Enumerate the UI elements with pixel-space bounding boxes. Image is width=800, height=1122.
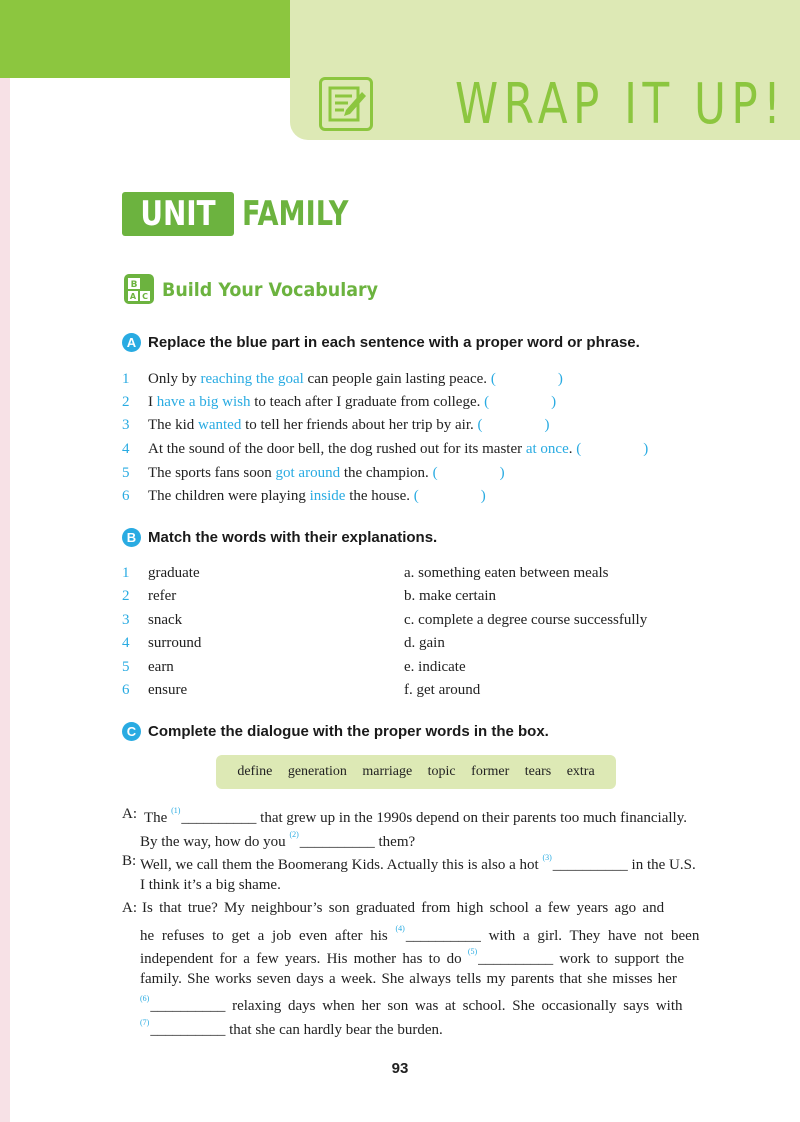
pencil-note-icon bbox=[319, 77, 373, 131]
match-word: earn bbox=[148, 659, 174, 675]
sentence-item: The kid wanted to tell her friends about her trip by air. ( ) bbox=[148, 417, 550, 433]
item-number: 6 bbox=[122, 682, 130, 698]
item-number: 5 bbox=[122, 659, 130, 675]
sentence-item: The children were playing inside the house. ( ) bbox=[148, 488, 486, 504]
match-word: snack bbox=[148, 612, 183, 628]
match-word: ensure bbox=[148, 682, 188, 698]
dialogue-line: independent for a few years. His mother has to do $^{(5)}$__________ work to support the bbox=[140, 947, 684, 967]
match-explanation: c. complete a degree course successfully bbox=[404, 612, 648, 628]
match-explanation: a. something eaten between meals bbox=[404, 565, 609, 581]
box-word: topic bbox=[427, 764, 456, 779]
dialogue-line: family. She works seven days a week. She always tells my parents that she misses her bbox=[140, 971, 677, 987]
dialogue-line: he refuses to get a job even after his $^{(4)}$__________ with a girl. They have not been bbox=[140, 924, 700, 944]
item-number: 1 bbox=[122, 565, 130, 581]
sentence-item: The sports fans soon got around the champion. ( ) bbox=[148, 465, 505, 481]
section-c-instruction: Complete the dialogue with the proper words in the box. bbox=[148, 723, 549, 740]
item-number: 2 bbox=[122, 588, 130, 604]
speaker-label: A: bbox=[122, 900, 137, 916]
speaker-label: B: bbox=[122, 853, 137, 869]
item-number: 2 bbox=[122, 394, 130, 410]
top-green-band bbox=[0, 0, 292, 78]
dialogue-line: The $^{(1)}$__________ that grew up in the 1990s depend on their parents too much financially. bbox=[144, 806, 687, 826]
match-explanation: f. get around bbox=[404, 682, 481, 698]
item-number: 6 bbox=[122, 488, 130, 504]
dialogue-line: $^{(7)}$__________ that she can hardly bear the burden. bbox=[140, 1018, 443, 1038]
svg-text:C: C bbox=[142, 292, 148, 301]
dialogue-line: I think it’s a big shame. bbox=[140, 877, 281, 893]
sentence-item: Only by reaching the goal can people gain lasting peace. ( ) bbox=[148, 371, 563, 387]
box-word: marriage bbox=[362, 764, 413, 779]
box-word: extra bbox=[566, 764, 595, 779]
left-margin-strip bbox=[0, 78, 10, 1122]
box-word: generation bbox=[287, 764, 347, 779]
match-explanation: b. make certain bbox=[404, 588, 497, 604]
section-a-instruction: Replace the blue part in each sentence with a proper word or phrase. bbox=[148, 334, 640, 351]
vocabulary-heading: Build Your Vocabulary bbox=[162, 279, 379, 301]
match-word: graduate bbox=[148, 565, 200, 581]
item-number: 3 bbox=[122, 612, 130, 628]
dialogue-line: By the way, how do you $^{(2)}$__________ them? bbox=[140, 830, 416, 850]
page-number: 93 bbox=[391, 1060, 409, 1077]
unit-badge: UNIT 1 bbox=[122, 192, 234, 236]
svg-text:A: A bbox=[129, 292, 137, 301]
word-box bbox=[216, 755, 616, 789]
box-word: former bbox=[471, 764, 510, 779]
item-number: 3 bbox=[122, 417, 130, 433]
section-b-instruction: Match the words with their explanations. bbox=[148, 529, 438, 546]
match-word: refer bbox=[148, 588, 177, 604]
item-number: 4 bbox=[122, 441, 130, 457]
abc-blocks-icon bbox=[122, 272, 156, 311]
dialogue-line: $^{(6)}$__________ relaxing days when her son was at school. She occasionally says with bbox=[140, 994, 683, 1014]
page-title: WRAP IT UP! bbox=[455, 72, 787, 137]
section-a-badge: A bbox=[122, 333, 141, 352]
sentence-item: I have a big wish to teach after I graduate from college. ( ) bbox=[148, 394, 557, 410]
sentence-item: At the sound of the door bell, the dog rushed out for its master at once. ( ) bbox=[148, 441, 649, 457]
box-word: define bbox=[237, 764, 273, 779]
match-explanation: d. gain bbox=[404, 635, 445, 651]
item-number: 1 bbox=[122, 371, 130, 387]
svg-text:B: B bbox=[130, 280, 138, 290]
box-word: tears bbox=[524, 764, 552, 779]
dialogue-line: Well, we call them the Boomerang Kids. Actually this is also a hot $^{(3)}$__________ in the U.S. bbox=[140, 853, 696, 873]
section-b-badge: B bbox=[122, 528, 141, 547]
match-word: surround bbox=[148, 635, 202, 651]
match-explanation: e. indicate bbox=[404, 659, 466, 675]
item-number: 5 bbox=[122, 465, 130, 481]
section-c-badge: C bbox=[122, 722, 141, 741]
speaker-label: A: bbox=[122, 806, 137, 822]
item-number: 4 bbox=[122, 635, 130, 651]
unit-title: FAMILY bbox=[242, 194, 349, 234]
dialogue-line: Is that true? My neighbour’s son graduated from high school a few years ago and bbox=[142, 900, 665, 916]
